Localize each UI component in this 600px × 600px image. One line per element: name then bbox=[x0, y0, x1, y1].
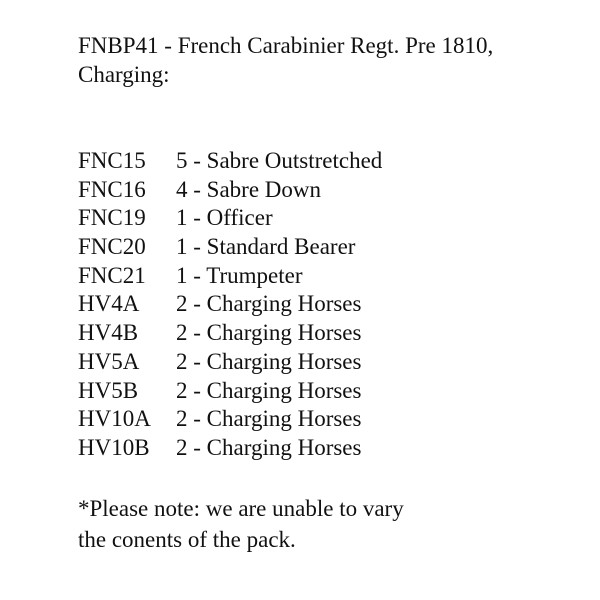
item-description: 2 - Charging Horses bbox=[176, 291, 362, 317]
list-item bbox=[78, 147, 382, 176]
item-code: FNC15 bbox=[78, 148, 146, 173]
item-description: 2 - Charging Horses bbox=[176, 348, 362, 374]
item-description: 1 - Officer bbox=[176, 205, 273, 231]
list-item bbox=[78, 290, 382, 319]
item-code: HV5A bbox=[78, 348, 140, 374]
list-item bbox=[78, 405, 382, 434]
list-item bbox=[78, 262, 382, 291]
list-item bbox=[78, 319, 382, 348]
pack-note-line-2: the conents of the pack. bbox=[78, 527, 296, 552]
item-code: HV10B bbox=[78, 434, 150, 460]
pack-note-line-1: *Please note: we are unable to vary bbox=[78, 496, 404, 521]
pack-title-line-2: Charging: bbox=[78, 62, 170, 87]
list-item bbox=[78, 176, 382, 205]
item-code: HV4B bbox=[78, 320, 139, 346]
list-item bbox=[78, 233, 382, 262]
pack-title bbox=[78, 31, 578, 89]
list-item bbox=[78, 348, 382, 377]
list-item bbox=[78, 434, 382, 463]
item-description: 1 - Trumpeter bbox=[176, 262, 303, 288]
item-code: FNC20 bbox=[78, 234, 146, 260]
item-description: 2 - Charging Horses bbox=[176, 434, 362, 460]
item-description: 1 - Standard Bearer bbox=[176, 234, 356, 260]
item-description: 2 - Charging Horses bbox=[176, 320, 362, 346]
item-description: 2 - Charging Horses bbox=[176, 406, 362, 432]
list-item bbox=[78, 377, 382, 406]
item-description: 4 - Sabre Down bbox=[176, 176, 321, 202]
item-code: HV4A bbox=[78, 291, 140, 317]
list-item bbox=[78, 204, 382, 233]
pack-contents-list bbox=[78, 147, 382, 463]
item-code: FNC16 bbox=[78, 176, 146, 202]
item-code: HV5B bbox=[78, 377, 139, 403]
item-description: 5 - Sabre Outstretched bbox=[176, 148, 383, 173]
item-code: FNC21 bbox=[78, 262, 146, 288]
item-code: FNC19 bbox=[78, 205, 146, 231]
pack-title-line-1: FNBP41 - French Carabinier Regt. Pre 1810, bbox=[78, 33, 494, 58]
item-code: HV10A bbox=[78, 406, 151, 432]
item-description: 2 - Charging Horses bbox=[176, 377, 362, 403]
pack-note bbox=[78, 493, 404, 555]
